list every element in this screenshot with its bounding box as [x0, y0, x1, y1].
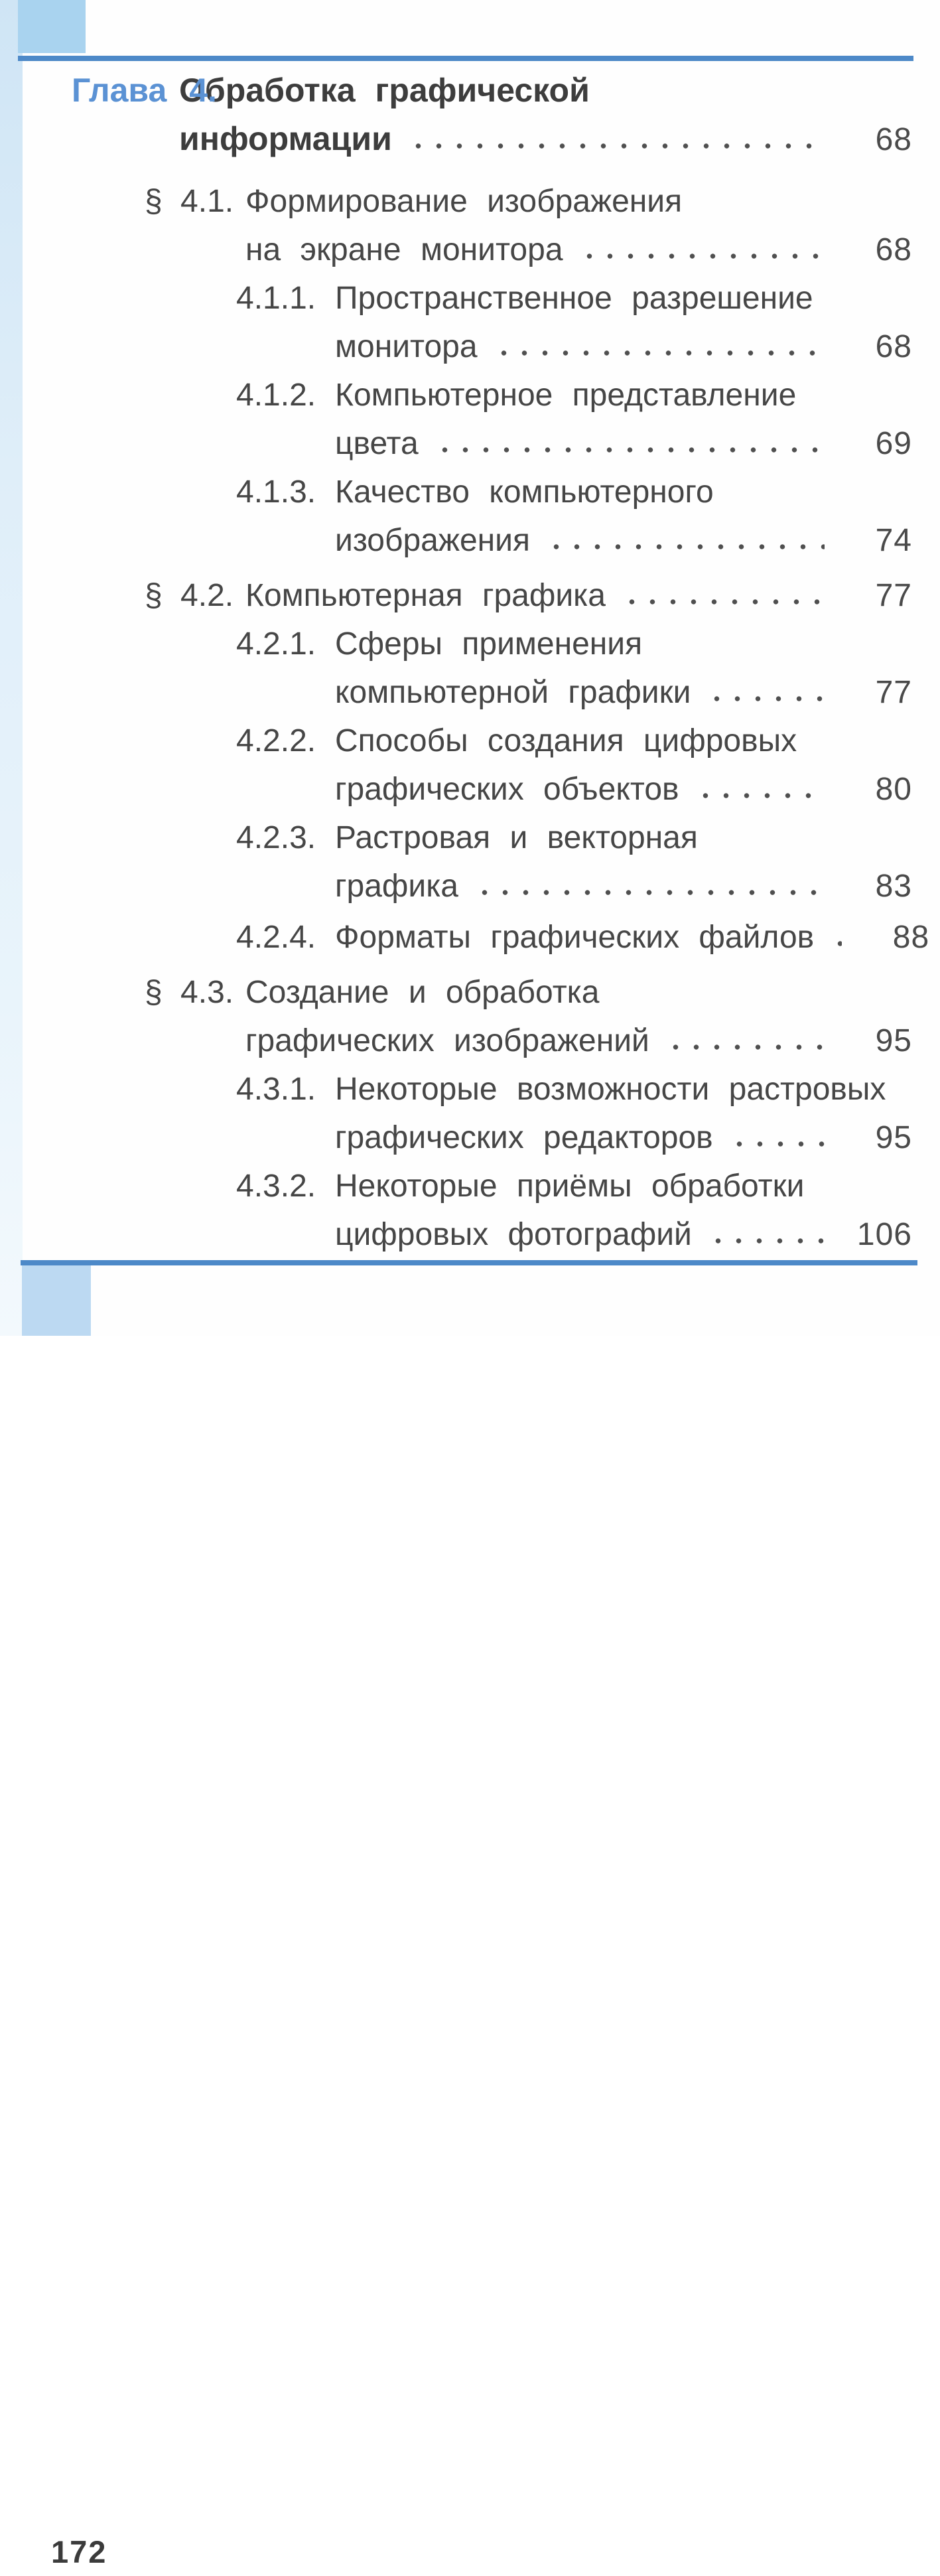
dot-leader	[575, 252, 825, 260]
entry-label: 4.3.1.	[236, 1072, 316, 1107]
entry-text-line1: Сферы применения	[335, 626, 643, 662]
page-number: 95	[875, 1023, 912, 1058]
page-number: 95	[875, 1120, 912, 1155]
toc-entry	[0, 717, 912, 814]
chapter-title-line2: информации	[179, 120, 392, 157]
entry-label: 4.2.3.	[236, 820, 316, 855]
page-number: 77	[875, 578, 912, 613]
entry-label: 4.1.3.	[236, 474, 316, 510]
dot-leader	[618, 598, 825, 606]
toc-entry	[0, 371, 912, 468]
entry-text-line2: компьютерной графики	[335, 675, 691, 710]
dot-leader	[470, 889, 825, 896]
toc-line	[0, 66, 912, 115]
chapter-title-line1: Обработка графической	[179, 72, 590, 109]
page-number: 83	[875, 869, 912, 904]
entry-label: § 4.2.	[145, 578, 234, 613]
toc-line	[0, 1017, 912, 1065]
footer-page-box	[22, 1265, 107, 2569]
toc-entry	[0, 913, 930, 962]
entry-label: 4.3.2.	[236, 1169, 316, 1204]
entry-text-line2: графических редакторов	[335, 1120, 713, 1155]
page-number: 68	[875, 329, 912, 364]
entry-text-line2: цвета	[335, 426, 419, 461]
entry-text: Компьютерная графика	[245, 578, 606, 613]
dot-leader	[542, 543, 825, 551]
toc-entry	[0, 1065, 912, 1162]
toc-entry	[0, 1162, 912, 1259]
toc-line	[0, 717, 912, 765]
entry-text-line1: Способы создания цифровых	[335, 723, 797, 758]
toc-entry	[0, 814, 912, 910]
toc-entry	[0, 968, 912, 1065]
page-number: 77	[875, 675, 912, 710]
toc-line	[0, 913, 930, 962]
entry-text-line2: монитора	[335, 329, 478, 364]
entry-label: 4.1.2.	[236, 378, 316, 413]
entry-label: 4.2.1.	[236, 626, 316, 662]
page-number: 106	[856, 1217, 912, 1252]
entry-label: 4.1.1.	[236, 281, 316, 316]
toc-line	[0, 371, 912, 419]
top-rule	[18, 56, 913, 61]
toc-line	[0, 1210, 912, 1259]
toc-line	[0, 862, 912, 910]
entry-text-line2: на экране монитора	[245, 232, 563, 267]
entry-text-line1: Некоторые возможности растровых	[335, 1072, 886, 1107]
page-number: 68	[875, 122, 912, 157]
dot-leader	[826, 940, 842, 948]
toc-line	[0, 620, 912, 668]
entry-text-line1: Качество компьютерного	[335, 474, 714, 510]
entry-text-line2: графических объектов	[335, 772, 679, 807]
toc-line	[0, 516, 912, 565]
entry-label: § 4.1.	[145, 184, 234, 219]
toc-line	[0, 226, 912, 274]
page-number: 69	[875, 426, 912, 461]
dot-leader	[431, 446, 825, 454]
toc-entry	[0, 571, 912, 620]
entry-text: Форматы графических файлов	[335, 920, 815, 955]
toc-line	[0, 1162, 912, 1210]
dot-leader	[404, 142, 825, 150]
page-number: 88	[892, 920, 930, 955]
toc-entry	[0, 177, 912, 274]
chapter-corner-block	[18, 0, 86, 53]
entry-label: § 4.3.	[145, 975, 234, 1010]
bottom-rule	[21, 1260, 917, 1265]
toc-line	[0, 814, 912, 862]
toc-line	[0, 1113, 912, 1162]
page-number: 68	[875, 232, 912, 267]
toc-line	[0, 115, 912, 164]
entry-text-line1: Компьютерное представление	[335, 378, 797, 413]
entry-text-line2: графика	[335, 869, 458, 904]
footer-page-number: 172	[51, 2534, 107, 2569]
toc-line	[0, 468, 912, 516]
page-number: 80	[875, 772, 912, 807]
entry-text-line1: Пространственное разрешение	[335, 281, 813, 316]
toc-entry	[0, 620, 912, 717]
page-number: 74	[875, 523, 912, 558]
entry-text-line2: цифровых фотографий	[335, 1217, 692, 1252]
entry-text-line1: Растровая и векторная	[335, 820, 698, 855]
toc-line	[0, 571, 912, 620]
toc-line	[0, 968, 912, 1017]
toc-line	[0, 322, 912, 371]
toc-line	[0, 419, 912, 468]
toc-entry	[0, 274, 912, 371]
entry-text-line1: Создание и обработка	[245, 975, 600, 1010]
toc-line	[0, 274, 912, 322]
dot-leader	[661, 1043, 825, 1051]
entry-text-line2: графических изображений	[245, 1023, 649, 1058]
entry-text-line2: изображения	[335, 523, 530, 558]
toc-entry-chapter	[0, 66, 912, 164]
dot-leader	[703, 695, 825, 703]
toc-line	[0, 1065, 912, 1113]
chapter-label: Глава 4.	[72, 72, 217, 109]
dot-leader	[725, 1140, 825, 1148]
dot-leader	[704, 1237, 825, 1245]
toc-line	[0, 668, 912, 717]
dot-leader	[691, 792, 825, 800]
toc-line	[0, 177, 912, 226]
table-of-contents	[0, 66, 930, 1259]
toc-entry	[0, 468, 912, 565]
entry-text-line1: Некоторые приёмы обработки	[335, 1169, 805, 1204]
entry-label: 4.2.4.	[236, 920, 316, 955]
entry-text-line1: Формирование изображения	[245, 184, 683, 219]
toc-line	[0, 765, 912, 814]
dot-leader	[490, 349, 825, 357]
entry-label: 4.2.2.	[236, 723, 316, 758]
